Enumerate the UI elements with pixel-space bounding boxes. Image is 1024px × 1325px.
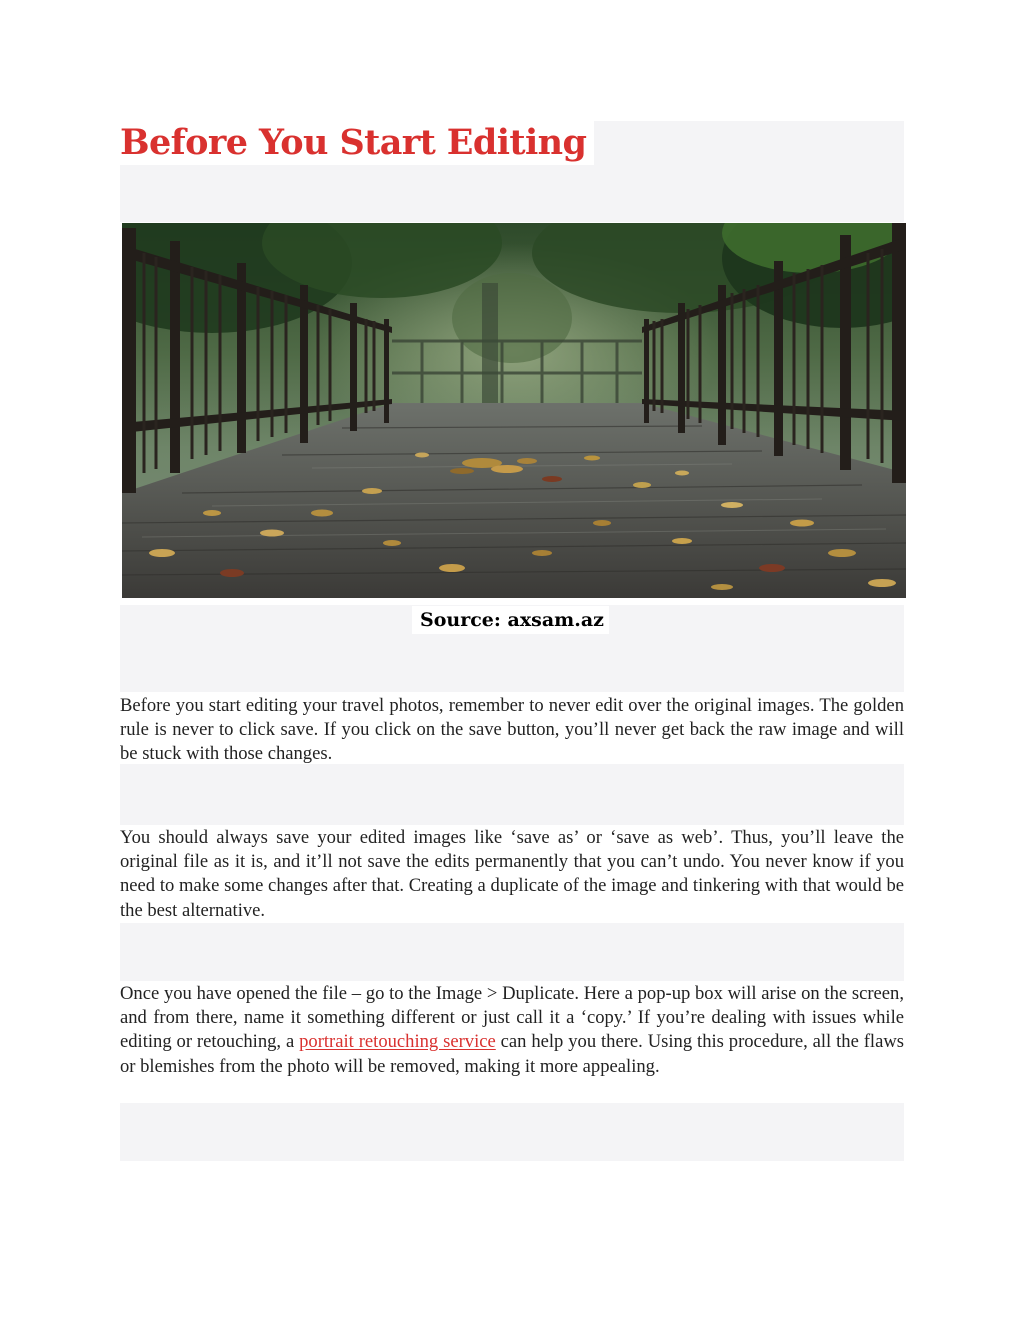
paragraph-never-edit-original: Before you start editing your travel photos, remember to never edit over the original images. The golden rule is never to click save. If you click on the save button, you’ll never get back the raw image and will be stuck with those changes. <box>120 695 904 765</box>
image-caption: Source: axsam.az <box>420 609 604 631</box>
page-title: Before You Start Editing <box>120 122 587 163</box>
paragraph-duplicate-text-end: can help you there. Using this procedure, all the flaws or blemishes from the photo will be removed, making it more appealing. <box>120 1031 904 1077</box>
portrait-retouching-service-link[interactable]: portrait retouching service <box>299 1031 496 1053</box>
paragraph-save-as: You should always save your edited images like ‘save as’ or ‘save as web’. Thus, you’ll leave the original file as it is, and it’ll not save the edits permanently that you can’t undo. You never know if you need to make some changes after that. Creating a duplicate of the image and tinkering with that would be the best alternative. <box>120 827 904 921</box>
boardwalk-photo <box>122 223 906 598</box>
paragraph-duplicate <box>120 982 904 1079</box>
paragraph-duplicate-text-start: Once you have opened the file – go to the Image > Duplicate. Here a pop-up box will arise on the screen, and from there, name it something different or just call it a ‘copy.’ If you’re dealing with issues while editing or retouching, a <box>120 983 904 1053</box>
